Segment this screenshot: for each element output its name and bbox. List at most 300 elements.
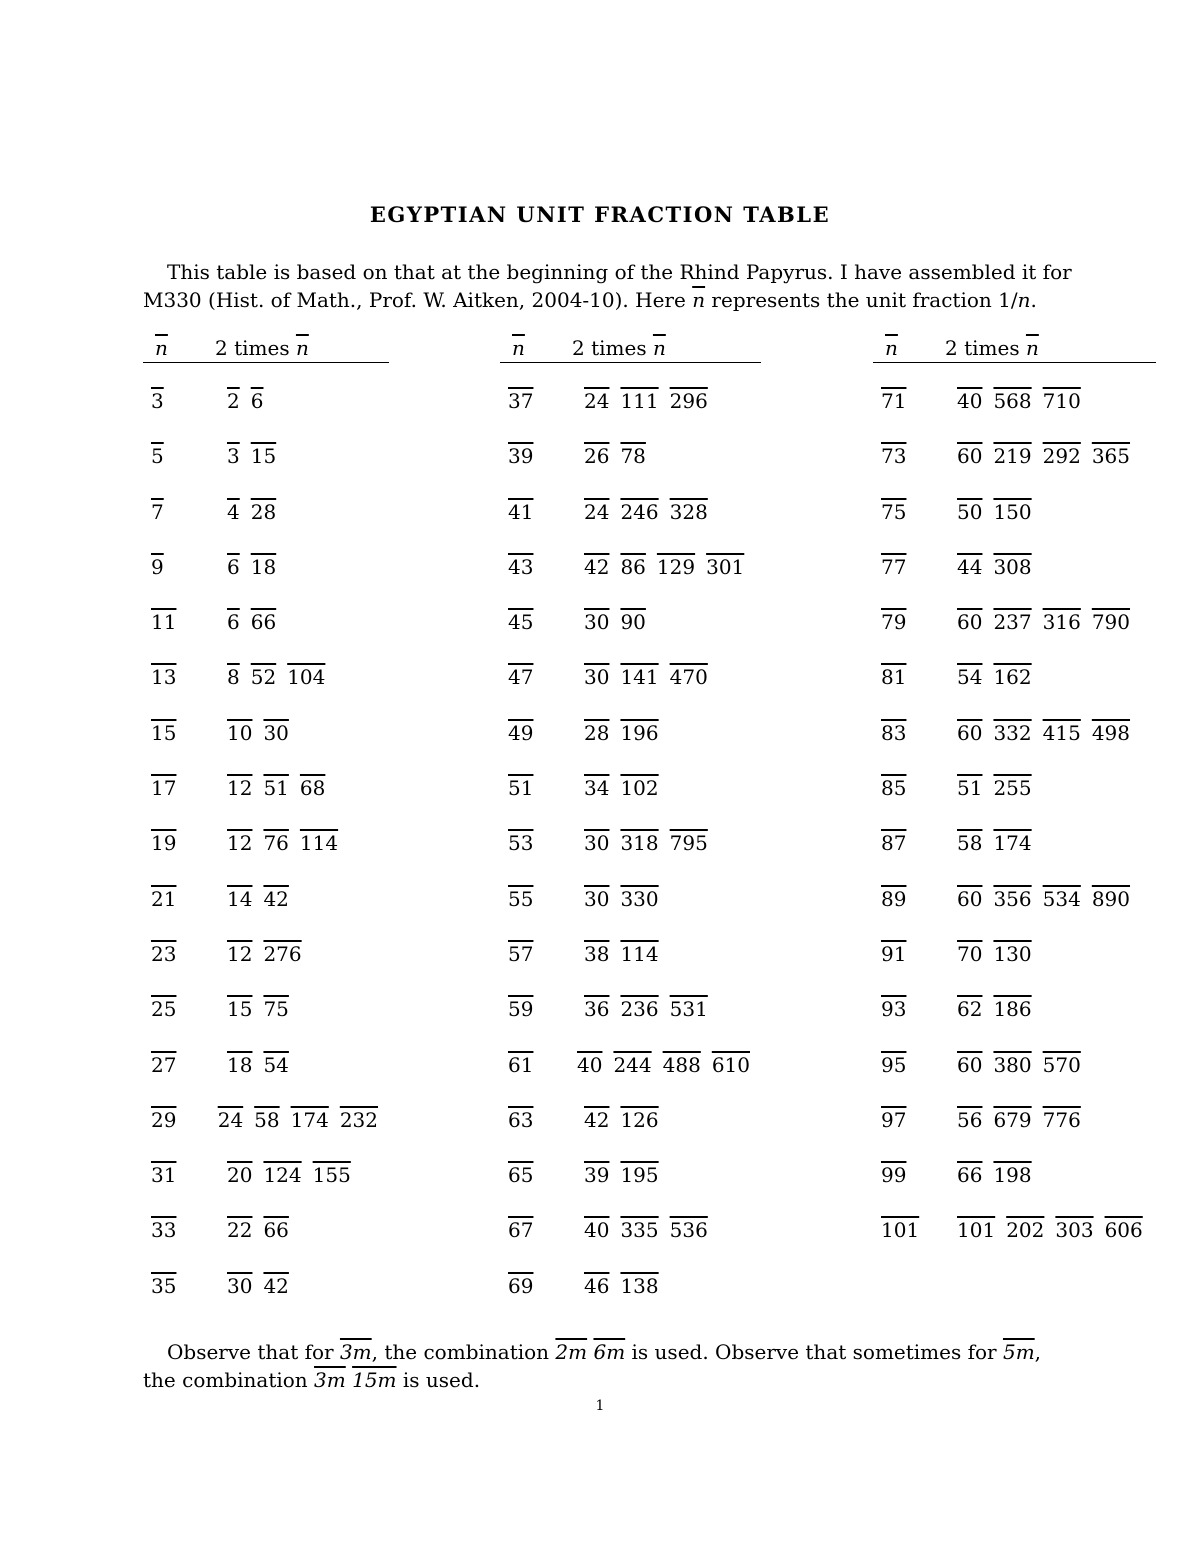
table-row — [873, 444, 1156, 499]
unit-fraction: 30 — [227, 1273, 253, 1298]
unit-fraction: 60 — [957, 886, 983, 911]
unit-fraction: 38 — [584, 941, 610, 966]
unit-fraction: 51 — [263, 776, 289, 801]
fraction-6m: 6m — [593, 1340, 626, 1364]
unit-fractions-cell — [584, 389, 719, 413]
table-row — [500, 389, 761, 444]
denominator-cell — [873, 776, 957, 800]
unit-fractions-cell — [584, 1163, 670, 1187]
table-row — [873, 500, 1156, 555]
unit-fractions-cell — [957, 1108, 1092, 1132]
denominator-value: 83 — [881, 720, 907, 745]
table-row — [873, 831, 1156, 886]
table-row — [500, 831, 761, 886]
unit-fraction: 46 — [584, 1273, 610, 1298]
denominator-cell — [500, 1108, 584, 1132]
denominator-cell — [873, 942, 957, 966]
unit-fraction: 26 — [584, 444, 610, 469]
unit-fraction: 66 — [263, 1218, 289, 1243]
table-row — [143, 1053, 389, 1108]
denominator-cell — [500, 1274, 584, 1298]
unit-fraction: 76 — [263, 831, 289, 856]
fraction-5m: 5m — [1002, 1340, 1035, 1364]
unit-fractions-cell — [227, 389, 274, 413]
unit-fraction: 24 — [217, 1107, 244, 1132]
unit-fraction: 24 — [584, 389, 610, 413]
unit-fraction: 6 — [227, 554, 240, 579]
denominator-cell — [873, 997, 957, 1021]
unit-fraction: 34 — [584, 776, 610, 801]
unit-fraction: 28 — [250, 499, 277, 524]
footer-text: , — [1034, 1340, 1042, 1364]
table-row — [143, 1218, 389, 1273]
unit-fractions-cell — [957, 887, 1141, 911]
footer-note — [143, 1338, 1103, 1394]
table-row — [143, 997, 389, 1052]
unit-fraction: 292 — [1042, 444, 1081, 469]
intro-paragraph — [143, 258, 1103, 314]
denominator-cell — [500, 997, 584, 1021]
denominator-value: 49 — [508, 720, 534, 745]
unit-fraction: 316 — [1042, 610, 1081, 635]
unit-fraction: 198 — [993, 1163, 1032, 1188]
table-row — [143, 500, 389, 555]
unit-fractions-cell — [957, 500, 1043, 524]
unit-fraction: 186 — [993, 997, 1032, 1022]
table-row — [873, 555, 1156, 610]
denominator-value: 51 — [508, 776, 534, 801]
unit-fraction: 8 — [227, 665, 240, 690]
unit-fraction: 126 — [620, 1107, 659, 1132]
unit-fractions-cell — [584, 665, 719, 689]
unit-fractions-cell — [957, 942, 1043, 966]
unit-fraction: 328 — [669, 499, 708, 524]
intro-line-2 — [143, 286, 1103, 314]
denominator-cell — [500, 1163, 584, 1187]
unit-fraction: 111 — [620, 389, 659, 413]
denominator-cell — [143, 1108, 218, 1132]
denominator-cell — [873, 1163, 957, 1187]
table-row — [500, 1053, 761, 1108]
unit-fractions-cell — [227, 610, 287, 634]
table-row — [873, 389, 1156, 444]
unit-fractions-cell — [227, 500, 287, 524]
unit-fractions-cell — [227, 1163, 362, 1187]
denominator-value: 97 — [881, 1107, 907, 1132]
denominator-cell — [500, 887, 584, 911]
denominator-cell — [873, 721, 957, 745]
unit-fraction: 60 — [957, 610, 983, 635]
unit-fractions-cell — [584, 721, 670, 745]
header-times-label: 2 times — [945, 336, 1026, 360]
n-symbol-plain: n — [1017, 288, 1031, 312]
table-row — [500, 500, 761, 555]
unit-fraction: 162 — [993, 665, 1032, 690]
unit-fractions-cell — [957, 389, 1092, 413]
table-row — [143, 555, 389, 610]
unit-fractions-cell — [584, 942, 670, 966]
denominator-value: 45 — [508, 610, 534, 635]
denominator-value: 81 — [881, 665, 907, 690]
table-row — [143, 831, 389, 886]
unit-fraction: 40 — [957, 389, 983, 413]
denominator-value: 7 — [151, 499, 164, 524]
denominator-cell — [873, 555, 957, 579]
denominator-value: 23 — [151, 941, 177, 966]
unit-fraction: 536 — [669, 1218, 708, 1243]
unit-fractions-cell — [227, 665, 336, 689]
table-column-2 — [500, 334, 761, 1329]
table-row — [873, 1053, 1156, 1108]
unit-fraction: 40 — [576, 1052, 603, 1077]
unit-fractions-cell — [227, 1274, 300, 1298]
table-row — [500, 1274, 761, 1329]
denominator-value: 99 — [881, 1163, 907, 1188]
denominator-cell — [873, 500, 957, 524]
table-row — [500, 887, 761, 942]
unit-fraction: 124 — [263, 1163, 302, 1188]
table-row — [143, 444, 389, 499]
denominator-value: 75 — [881, 499, 907, 524]
denominator-value: 29 — [151, 1107, 177, 1132]
denominator-cell — [143, 389, 227, 413]
header-times-label: 2 times — [215, 336, 296, 360]
table-column-3 — [873, 334, 1156, 1274]
page-number: 1 — [595, 1398, 605, 1414]
unit-fraction: 174 — [993, 831, 1032, 856]
unit-fraction: 606 — [1104, 1218, 1143, 1243]
unit-fraction: 52 — [250, 665, 277, 690]
intro-text-c: . — [1030, 288, 1037, 312]
unit-fractions-cell — [227, 555, 287, 579]
unit-fraction: 196 — [620, 720, 659, 745]
denominator-value: 91 — [881, 941, 907, 966]
denominator-cell — [143, 1274, 227, 1298]
table-row — [500, 1163, 761, 1218]
unit-fraction: 335 — [620, 1218, 659, 1243]
unit-fraction: 40 — [584, 1218, 610, 1243]
table-row — [873, 887, 1156, 942]
unit-fraction: 308 — [993, 554, 1032, 579]
unit-fractions-cell — [584, 555, 755, 579]
table-row — [500, 1108, 761, 1163]
table-row — [500, 555, 761, 610]
unit-fraction: 78 — [620, 444, 646, 469]
column-header — [500, 334, 761, 363]
unit-fraction: 30 — [263, 720, 289, 745]
table-rows — [873, 389, 1156, 1274]
unit-fractions-cell — [584, 887, 670, 911]
table-rows — [500, 389, 761, 1329]
denominator-cell — [500, 1218, 584, 1242]
unit-fraction: 141 — [620, 665, 659, 690]
unit-fraction: 20 — [227, 1163, 253, 1188]
fraction-3m: 3m — [339, 1340, 372, 1364]
denominator-value: 69 — [508, 1273, 534, 1298]
unit-fractions-cell — [584, 500, 719, 524]
denominator-value: 37 — [508, 389, 534, 413]
denominator-value: 73 — [881, 444, 907, 469]
unit-fractions-cell — [584, 776, 670, 800]
denominator-cell — [143, 942, 227, 966]
unit-fractions-cell — [227, 444, 287, 468]
unit-fraction: 296 — [669, 389, 708, 413]
unit-fraction: 415 — [1042, 720, 1081, 745]
unit-fraction: 30 — [584, 831, 610, 856]
denominator-cell — [500, 721, 584, 745]
unit-fraction: 3 — [227, 444, 240, 469]
unit-fraction: 58 — [254, 1107, 280, 1132]
denominator-cell — [143, 1053, 227, 1077]
unit-fraction: 75 — [263, 997, 289, 1022]
unit-fraction: 28 — [584, 720, 610, 745]
denominator-value: 65 — [508, 1163, 534, 1188]
denominator-cell — [500, 389, 584, 413]
unit-fraction: 380 — [993, 1052, 1032, 1077]
denominator-cell — [143, 887, 227, 911]
unit-fraction: 488 — [662, 1052, 701, 1077]
table-row — [500, 1218, 761, 1273]
denominator-value: 55 — [508, 886, 534, 911]
footer-line-1 — [143, 1338, 1103, 1366]
unit-fraction: 568 — [993, 389, 1032, 413]
table-rows — [143, 389, 389, 1329]
unit-fractions-cell — [957, 1053, 1092, 1077]
denominator-value: 5 — [151, 444, 164, 469]
denominator-cell — [143, 831, 227, 855]
unit-fractions-cell — [957, 665, 1043, 689]
denominator-value: 89 — [881, 886, 907, 911]
unit-fraction: 246 — [620, 499, 659, 524]
header-n-label: $\overline{n}$ — [155, 336, 168, 360]
table-row — [143, 610, 389, 665]
unit-fraction: 102 — [620, 776, 659, 801]
denominator-cell — [500, 610, 584, 634]
table-row — [873, 942, 1156, 997]
unit-fraction: 36 — [584, 997, 610, 1022]
denominator-value: 39 — [508, 444, 534, 469]
unit-fractions-cell — [584, 1218, 719, 1242]
fraction-2m: 2m — [555, 1340, 588, 1364]
column-header — [873, 334, 1156, 363]
header-n-label: $\overline{n}$ — [512, 336, 525, 360]
unit-fraction: 114 — [299, 831, 339, 856]
table-row — [500, 665, 761, 720]
header-times-symbol: $\overline{n}$ — [295, 336, 309, 360]
footer-text: , the combination — [371, 1340, 556, 1364]
table-row — [143, 721, 389, 776]
denominator-value: 85 — [881, 776, 907, 801]
unit-fraction: 790 — [1091, 610, 1131, 635]
denominator-cell — [873, 444, 957, 468]
unit-fractions-cell — [227, 721, 300, 745]
unit-fractions-cell — [227, 997, 300, 1021]
denominator-value: 15 — [151, 720, 177, 745]
header-times-symbol: $\overline{n}$ — [1025, 336, 1039, 360]
unit-fraction: 6 — [250, 389, 264, 413]
unit-fraction: 303 — [1055, 1218, 1094, 1243]
unit-fractions-cell — [957, 831, 1043, 855]
unit-fraction: 39 — [584, 1163, 610, 1188]
denominator-cell — [143, 610, 227, 634]
unit-fraction: 30 — [584, 610, 610, 635]
unit-fraction: 86 — [620, 554, 646, 579]
denominator-value: 67 — [508, 1218, 534, 1243]
denominator-value: 93 — [881, 997, 907, 1022]
unit-fraction: 679 — [993, 1107, 1032, 1132]
unit-fraction: 62 — [957, 997, 983, 1022]
header-times-symbol: $\overline{n}$ — [652, 336, 666, 360]
denominator-cell — [500, 942, 584, 966]
unit-fraction: 12 — [227, 941, 253, 966]
denominator-value: 33 — [151, 1218, 177, 1243]
unit-fraction: 30 — [584, 886, 610, 911]
denominator-value: 41 — [508, 499, 534, 524]
denominator-cell — [500, 665, 584, 689]
unit-fractions-cell — [584, 997, 719, 1021]
unit-fraction: 130 — [993, 941, 1032, 966]
denominator-value: 77 — [881, 554, 907, 579]
table-row — [143, 942, 389, 997]
unit-fraction: 42 — [584, 1107, 610, 1132]
table-row — [500, 997, 761, 1052]
table-row — [500, 444, 761, 499]
unit-fraction: 776 — [1042, 1107, 1081, 1132]
denominator-value: 13 — [151, 665, 177, 690]
unit-fraction: 14 — [227, 886, 253, 911]
unit-fraction: 531 — [669, 997, 708, 1022]
denominator-value: 57 — [508, 941, 534, 966]
intro-text-a: M330 (Hist. of Math., Prof. W. Aitken, 2004-10). Here — [143, 288, 693, 312]
unit-fractions-cell — [227, 887, 300, 911]
unit-fraction: 570 — [1042, 1052, 1081, 1077]
unit-fractions-cell — [957, 610, 1141, 634]
denominator-value: 63 — [508, 1107, 534, 1132]
unit-fraction: 12 — [227, 831, 253, 856]
unit-fraction: 356 — [993, 886, 1032, 911]
footer-text: Observe that for — [167, 1340, 340, 1364]
denominator-value: 59 — [508, 997, 534, 1022]
unit-fraction: 276 — [263, 941, 302, 966]
unit-fraction: 318 — [620, 831, 659, 856]
unit-fraction: 244 — [613, 1052, 652, 1077]
denominator-cell — [143, 997, 227, 1021]
unit-fraction: 114 — [620, 941, 659, 966]
denominator-value: 3 — [151, 389, 164, 413]
table-row — [143, 389, 389, 444]
unit-fraction: 68 — [299, 776, 326, 801]
unit-fraction: 237 — [993, 610, 1032, 635]
denominator-value: 101 — [881, 1218, 920, 1243]
denominator-cell — [143, 665, 227, 689]
unit-fraction: 174 — [290, 1107, 329, 1132]
unit-fraction: 66 — [957, 1163, 983, 1188]
unit-fraction: 42 — [263, 1273, 289, 1298]
unit-fraction: 60 — [957, 720, 983, 745]
unit-fraction: 30 — [584, 665, 610, 690]
denominator-cell — [143, 444, 227, 468]
unit-fraction: 12 — [227, 776, 253, 801]
unit-fraction: 104 — [287, 665, 326, 690]
unit-fractions-cell — [957, 997, 1043, 1021]
unit-fraction: 4 — [227, 499, 240, 524]
column-header — [143, 334, 389, 363]
unit-fraction: 15 — [250, 444, 277, 469]
table-row — [873, 1163, 1156, 1218]
unit-fraction: 51 — [957, 776, 983, 801]
fraction-3m: 3m — [314, 1368, 346, 1392]
table-row — [500, 942, 761, 997]
denominator-value: 9 — [151, 554, 164, 579]
unit-fraction: 54 — [263, 1052, 289, 1077]
footer-text: the combination — [143, 1368, 315, 1392]
denominator-cell — [873, 887, 957, 911]
intro-line-1: This table is based on that at the beginning of the Rhind Papyrus. I have assembled it for — [167, 260, 1072, 284]
unit-fraction: 24 — [584, 499, 610, 524]
denominator-cell — [143, 721, 227, 745]
denominator-cell — [500, 500, 584, 524]
table-row — [500, 610, 761, 665]
unit-fraction: 60 — [957, 444, 983, 469]
denominator-value: 43 — [508, 554, 534, 579]
denominator-value: 31 — [151, 1163, 177, 1188]
unit-fraction: 195 — [620, 1163, 659, 1188]
table-row — [873, 776, 1156, 831]
unit-fraction: 202 — [1006, 1218, 1045, 1243]
denominator-cell — [500, 831, 584, 855]
n-symbol: $\overline{n}$ — [692, 288, 706, 312]
denominator-cell — [143, 776, 227, 800]
unit-fraction: 219 — [993, 444, 1032, 469]
unit-fractions-cell — [218, 1108, 389, 1132]
unit-fraction: 58 — [957, 831, 983, 856]
table-row — [143, 776, 389, 831]
unit-fraction: 534 — [1042, 886, 1081, 911]
denominator-cell — [143, 500, 227, 524]
denominator-value: 17 — [151, 776, 177, 801]
table-row — [873, 1218, 1156, 1273]
unit-fractions-cell — [957, 444, 1141, 468]
unit-fraction: 255 — [993, 776, 1032, 801]
unit-fraction: 22 — [227, 1218, 253, 1243]
header-times-label: 2 times — [572, 336, 653, 360]
denominator-value: 61 — [508, 1052, 534, 1077]
unit-fraction: 710 — [1042, 389, 1081, 413]
unit-fraction: 66 — [250, 610, 277, 635]
unit-fraction: 50 — [957, 499, 983, 524]
table-row — [143, 665, 389, 720]
denominator-value: 71 — [881, 389, 907, 413]
unit-fraction: 42 — [263, 886, 289, 911]
table-row — [143, 1274, 389, 1329]
unit-fraction: 150 — [993, 499, 1032, 524]
table-column-1 — [143, 334, 389, 1329]
footer-text: is used. Observe that sometimes for — [625, 1340, 1003, 1364]
unit-fraction: 101 — [957, 1218, 996, 1243]
unit-fractions-cell — [957, 1218, 1154, 1242]
denominator-cell — [143, 1163, 227, 1187]
table-row — [873, 610, 1156, 665]
unit-fraction: 232 — [339, 1107, 378, 1132]
denominator-cell — [500, 776, 584, 800]
denominator-cell — [500, 444, 584, 468]
unit-fraction: 2 — [227, 389, 240, 413]
unit-fraction: 890 — [1091, 886, 1131, 911]
unit-fraction: 138 — [620, 1273, 659, 1298]
table-row — [873, 1108, 1156, 1163]
unit-fractions-cell — [227, 831, 349, 855]
table-row — [500, 776, 761, 831]
